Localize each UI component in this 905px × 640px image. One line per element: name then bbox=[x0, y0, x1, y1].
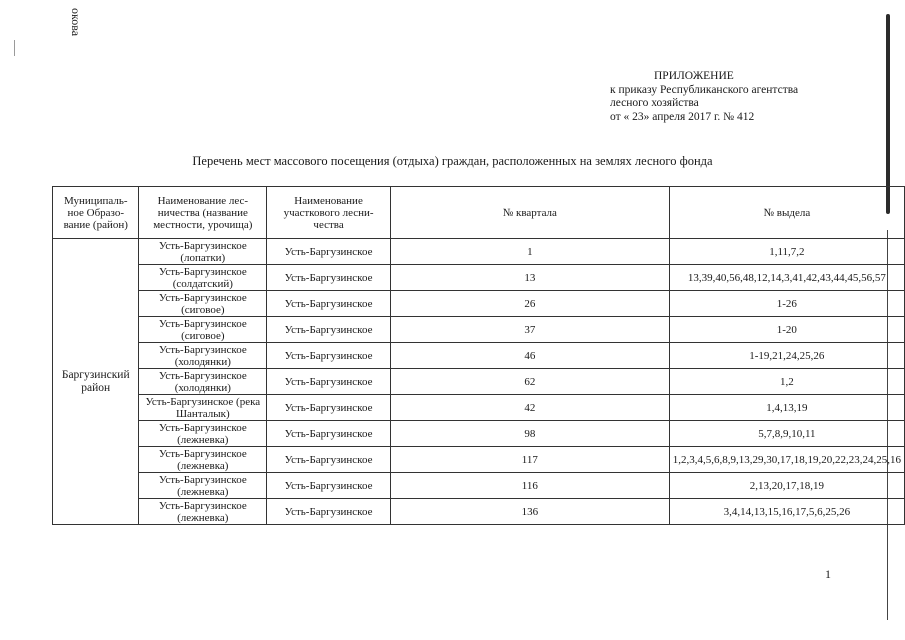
quarter-cell: 62 bbox=[390, 369, 669, 395]
quarter-cell: 116 bbox=[390, 473, 669, 499]
plots-cell: 2,13,20,17,18,19 bbox=[669, 473, 904, 499]
local-forestry-cell: Усть-Баргузинское bbox=[267, 239, 391, 265]
header-plots: № выдела bbox=[669, 187, 904, 239]
district-cell: Баргузинский район bbox=[53, 239, 139, 525]
local-forestry-cell: Усть-Баргузинское bbox=[267, 291, 391, 317]
plots-cell: 1,11,7,2 bbox=[669, 239, 904, 265]
page-number: 1 bbox=[825, 567, 831, 581]
plots-cell: 3,4,14,13,15,16,17,5,6,25,26 bbox=[669, 499, 904, 525]
forestry-cell: Усть-Баргузинское (лопатки) bbox=[139, 239, 267, 265]
local-forestry-cell: Усть-Баргузинское bbox=[267, 343, 391, 369]
table-row bbox=[53, 291, 905, 317]
appendix-line-2: лесного хозяйства bbox=[610, 97, 699, 109]
appendix-line-1: к приказу Республиканского агентства bbox=[610, 83, 799, 96]
table-row bbox=[53, 265, 905, 291]
table-row bbox=[53, 395, 905, 421]
local-forestry-cell: Усть-Баргузинское bbox=[267, 395, 391, 421]
table-row bbox=[53, 239, 905, 265]
local-forestry-cell: Усть-Баргузинское bbox=[267, 265, 391, 291]
forestry-cell: Усть-Баргузинское (лежневка) bbox=[139, 421, 267, 447]
plots-cell: 5,7,8,9,10,11 bbox=[669, 421, 904, 447]
forestry-cell: Усть-Баргузинское (сиговое) bbox=[139, 317, 267, 343]
plots-cell: 1,2 bbox=[669, 369, 904, 395]
quarter-cell: 136 bbox=[390, 499, 669, 525]
quarter-cell: 117 bbox=[390, 447, 669, 473]
quarter-cell: 37 bbox=[390, 317, 669, 343]
local-forestry-cell: Усть-Баргузинское bbox=[267, 499, 391, 525]
header-district: Муниципаль-ное Образо-вание (район) bbox=[53, 187, 139, 239]
plots-cell: 1-19,21,24,25,26 bbox=[669, 343, 904, 369]
appendix-title: ПРИЛОЖЕНИЕ bbox=[654, 70, 734, 82]
forestry-cell: Усть-Баргузинское (река Шанталык) bbox=[139, 395, 267, 421]
header-local-forestry: Наименование участкового лесни-чества bbox=[267, 187, 391, 239]
table-body bbox=[53, 239, 905, 525]
table-row bbox=[53, 343, 905, 369]
document-heading: Перечень мест массового посещения (отдыха) граждан, расположенных на землях лесного фонда bbox=[192, 154, 713, 168]
table-row bbox=[53, 317, 905, 343]
local-forestry-cell: Усть-Баргузинское bbox=[267, 369, 391, 395]
forestry-cell: Усть-Баргузинское (сиговое) bbox=[139, 291, 267, 317]
forestry-cell: Усть-Баргузинское (лежневка) bbox=[139, 447, 267, 473]
header-forestry: Наименование лес-ничества (название местности, урочища) bbox=[139, 187, 267, 239]
quarter-cell: 13 bbox=[390, 265, 669, 291]
forestry-cell: Усть-Баргузинское (холодянки) bbox=[139, 369, 267, 395]
table-row bbox=[53, 499, 905, 525]
margin-note: окова bbox=[69, 8, 83, 37]
quarter-cell: 98 bbox=[390, 421, 669, 447]
local-forestry-cell: Усть-Баргузинское bbox=[267, 473, 391, 499]
places-table bbox=[52, 186, 905, 525]
scan-edge-mark bbox=[14, 40, 15, 56]
table-row bbox=[53, 447, 905, 473]
plots-cell: 1,2,3,4,5,6,8,9,13,29,30,17,18,19,20,22,23,24,25,16 bbox=[669, 447, 904, 473]
plots-cell: 1,4,13,19 bbox=[669, 395, 904, 421]
appendix-block bbox=[610, 70, 850, 124]
forestry-cell: Усть-Баргузинское (холодянки) bbox=[139, 343, 267, 369]
scan-border-line bbox=[886, 14, 890, 214]
table-row bbox=[53, 369, 905, 395]
quarter-cell: 26 bbox=[390, 291, 669, 317]
quarter-cell: 46 bbox=[390, 343, 669, 369]
quarter-cell: 42 bbox=[390, 395, 669, 421]
plots-cell: 1-20 bbox=[669, 317, 904, 343]
quarter-cell: 1 bbox=[390, 239, 669, 265]
header-quarter: № квартала bbox=[390, 187, 669, 239]
forestry-cell: Усть-Баргузинское (лежневка) bbox=[139, 473, 267, 499]
table-row bbox=[53, 473, 905, 499]
local-forestry-cell: Усть-Баргузинское bbox=[267, 421, 391, 447]
plots-cell: 13,39,40,56,48,12,14,3,41,42,43,44,45,56,57 bbox=[669, 265, 904, 291]
appendix-line-3: от « 23» апреля 2017 г. № 412 bbox=[610, 110, 755, 123]
table-header-row bbox=[53, 187, 905, 239]
plots-cell: 1-26 bbox=[669, 291, 904, 317]
table-row bbox=[53, 421, 905, 447]
forestry-cell: Усть-Баргузинское (лежневка) bbox=[139, 499, 267, 525]
local-forestry-cell: Усть-Баргузинское bbox=[267, 447, 391, 473]
forestry-cell: Усть-Баргузинское (солдатский) bbox=[139, 265, 267, 291]
local-forestry-cell: Усть-Баргузинское bbox=[267, 317, 391, 343]
